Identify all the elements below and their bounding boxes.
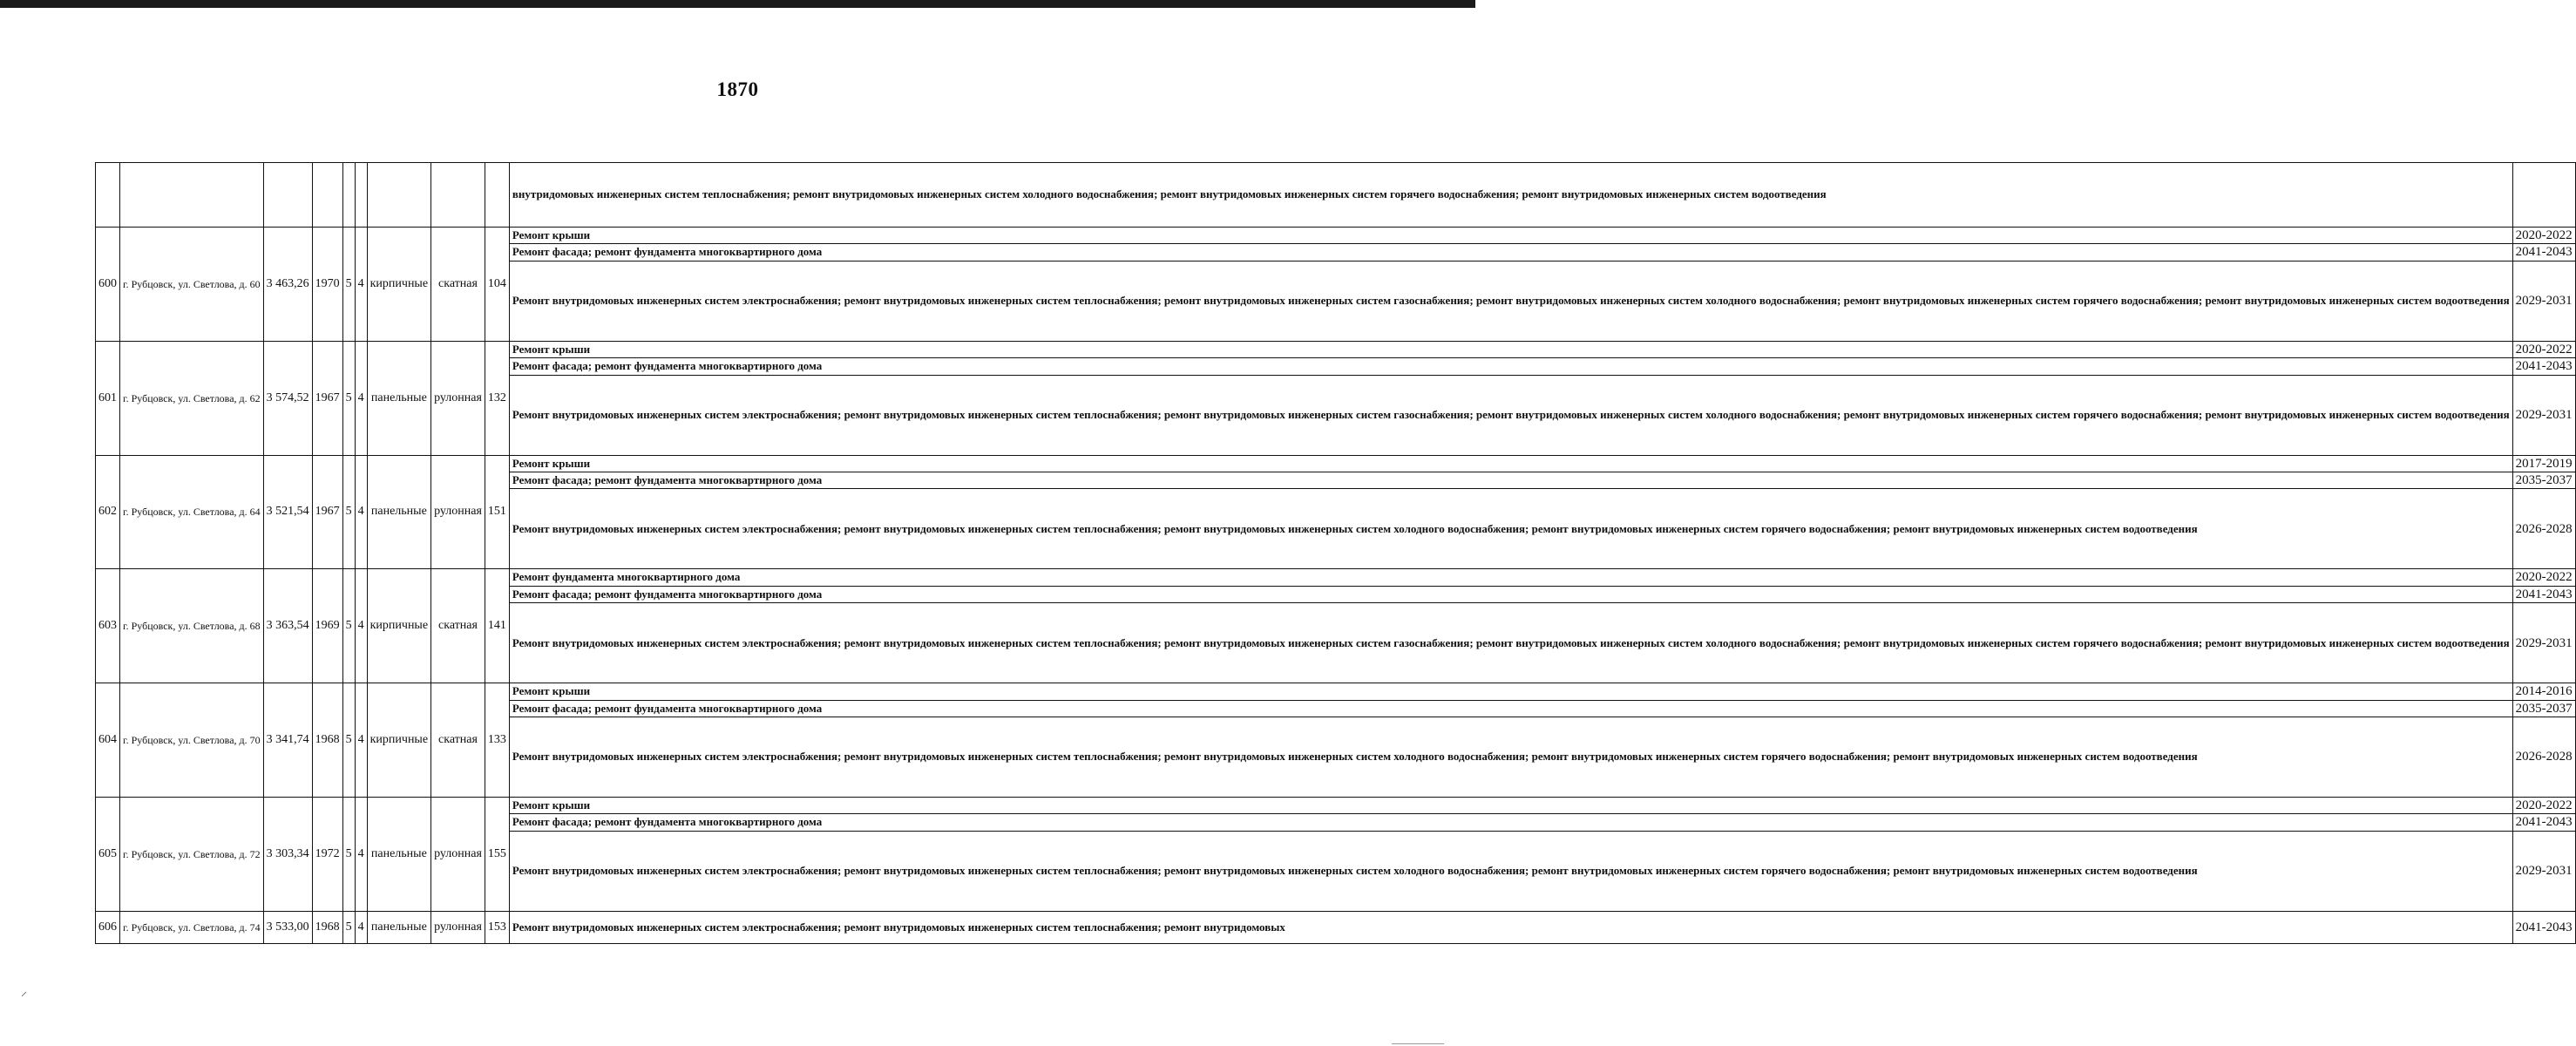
- repair-work-type: Ремонт фасада; ремонт фундамента многоквартирного дома: [509, 814, 2512, 831]
- repair-work-type: Ремонт крыши: [509, 341, 2512, 357]
- repair-work-type: Ремонт крыши: [509, 455, 2512, 472]
- row-floors: 5: [342, 341, 355, 455]
- row-wall-material: панельные: [367, 455, 430, 569]
- row-entrances: 4: [355, 683, 367, 798]
- repair-work-type: Ремонт внутридомовых инженерных систем электроснабжения; ремонт внутридомовых инженерных систем теплоснабжения; ремонт внутридомовых инженерных систем газоснабжения; ремонт внутридомовых инженерных систем холодного водоснабжения; ремонт внутридомовых инженерных систем горячего водоснабжения; ремонт внутридомовых инженерных систем водоотведения: [509, 261, 2512, 341]
- row-area: 3 463,26: [263, 228, 312, 342]
- repair-work-type: Ремонт внутридомовых инженерных систем электроснабжения; ремонт внутридомовых инженерных систем теплоснабжения; ремонт внутридомовых инженерных систем газоснабжения; ремонт внутридомовых инженерных систем холодного водоснабжения; ремонт внутридомовых инженерных систем горячего водоснабжения; ремонт внутридомовых инженерных систем водоотведения: [509, 603, 2512, 683]
- repair-work-type: Ремонт фасада; ремонт фундамента многоквартирного дома: [509, 700, 2512, 717]
- continuation-cell-roof: [431, 163, 485, 228]
- repair-period: 2029-2031: [2512, 261, 2575, 341]
- continuation-period: [2512, 163, 2575, 228]
- scan-stray-mark: ⸝: [21, 986, 27, 999]
- row-wall-material: кирпичные: [367, 683, 430, 798]
- continuation-cell-walls: [367, 163, 430, 228]
- row-area: 3 533,00: [263, 911, 312, 943]
- repair-period: 2014-2016: [2512, 683, 2575, 700]
- row-floors: 5: [342, 228, 355, 342]
- row-number: 603: [96, 569, 120, 683]
- row-address: г. Рубцовск, ул. Светлова, д. 60: [120, 228, 264, 342]
- row-year: 1968: [312, 911, 342, 943]
- table-row: [96, 911, 2576, 943]
- row-apartments: 104: [485, 228, 509, 342]
- scan-top-edge: [0, 0, 1475, 8]
- row-floors: 5: [342, 455, 355, 569]
- row-entrances: 4: [355, 911, 367, 943]
- row-number: 604: [96, 683, 120, 798]
- table-row: [96, 228, 2576, 244]
- row-address: г. Рубцовск, ул. Светлова, д. 72: [120, 798, 264, 912]
- row-area: 3 363,54: [263, 569, 312, 683]
- row-roof-type: рулонная: [431, 798, 485, 912]
- repair-period: 2020-2022: [2512, 569, 2575, 586]
- row-entrances: 4: [355, 455, 367, 569]
- continuation-cell-num: [96, 163, 120, 228]
- row-roof-type: скатная: [431, 228, 485, 342]
- row-floors: 5: [342, 911, 355, 943]
- repair-period: 2026-2028: [2512, 717, 2575, 798]
- row-year: 1969: [312, 569, 342, 683]
- row-apartments: 153: [485, 911, 509, 943]
- row-year: 1970: [312, 228, 342, 342]
- row-entrances: 4: [355, 228, 367, 342]
- table-row: [96, 683, 2576, 700]
- repair-period: 2020-2022: [2512, 341, 2575, 357]
- repair-period: 2017-2019: [2512, 455, 2575, 472]
- repair-work-type: Ремонт внутридомовых инженерных систем электроснабжения; ремонт внутридомовых инженерных систем теплоснабжения; ремонт внутридомовых инженерных систем газоснабжения; ремонт внутридомовых инженерных систем холодного водоснабжения; ремонт внутридомовых инженерных систем горячего водоснабжения; ремонт внутридомовых инженерных систем водоотведения: [509, 375, 2512, 455]
- row-wall-material: панельные: [367, 911, 430, 943]
- row-roof-type: рулонная: [431, 455, 485, 569]
- row-floors: 5: [342, 683, 355, 798]
- row-area: 3 303,34: [263, 798, 312, 912]
- row-address: г. Рубцовск, ул. Светлова, д. 62: [120, 341, 264, 455]
- repair-work-type: Ремонт фасада; ремонт фундамента многоквартирного дома: [509, 244, 2512, 261]
- repair-period: 2029-2031: [2512, 603, 2575, 683]
- housing-repair-table: [95, 162, 2576, 944]
- table-body: [96, 163, 2576, 944]
- repair-period: 2041-2043: [2512, 244, 2575, 261]
- row-number: 601: [96, 341, 120, 455]
- row-year: 1967: [312, 455, 342, 569]
- row-wall-material: кирпичные: [367, 228, 430, 342]
- repair-work-type: Ремонт внутридомовых инженерных систем электроснабжения; ремонт внутридомовых инженерных систем теплоснабжения; ремонт внутридомовых: [509, 911, 2512, 943]
- row-address: г. Рубцовск, ул. Светлова, д. 64: [120, 455, 264, 569]
- row-number: 600: [96, 228, 120, 342]
- repair-work-type: Ремонт фасада; ремонт фундамента многоквартирного дома: [509, 472, 2512, 489]
- row-roof-type: рулонная: [431, 341, 485, 455]
- repair-work-type: Ремонт внутридомовых инженерных систем электроснабжения; ремонт внутридомовых инженерных систем теплоснабжения; ремонт внутридомовых инженерных систем холодного водоснабжения; ремонт внутридомовых инженерных систем горячего водоснабжения; ремонт внутридомовых инженерных систем водоотведения: [509, 717, 2512, 798]
- table-row: [96, 569, 2576, 586]
- repair-period: 2029-2031: [2512, 831, 2575, 911]
- repair-period: 2026-2028: [2512, 489, 2575, 569]
- row-year: 1972: [312, 798, 342, 912]
- repair-work-type: Ремонт крыши: [509, 798, 2512, 814]
- repair-work-type: Ремонт внутридомовых инженерных систем электроснабжения; ремонт внутридомовых инженерных систем теплоснабжения; ремонт внутридомовых инженерных систем холодного водоснабжения; ремонт внутридомовых инженерных систем горячего водоснабжения; ремонт внутридомовых инженерных систем водоотведения: [509, 489, 2512, 569]
- page-number: 1870: [716, 78, 759, 100]
- row-floors: 5: [342, 798, 355, 912]
- repair-work-type: Ремонт фасада; ремонт фундамента многоквартирного дома: [509, 358, 2512, 375]
- continuation-cell-address: [120, 163, 264, 228]
- repair-work-type: Ремонт крыши: [509, 683, 2512, 700]
- scan-bottom-line: [1392, 1043, 1444, 1044]
- row-roof-type: рулонная: [431, 911, 485, 943]
- repair-work-type: Ремонт крыши: [509, 228, 2512, 244]
- table-row: [96, 455, 2576, 472]
- repair-period: 2041-2043: [2512, 814, 2575, 831]
- row-year: 1967: [312, 341, 342, 455]
- row-entrances: 4: [355, 341, 367, 455]
- continuation-cell-apartments: [485, 163, 509, 228]
- row-area: 3 574,52: [263, 341, 312, 455]
- continuation-work: внутридомовых инженерных систем теплоснабжения; ремонт внутридомовых инженерных систем холодного водоснабжения; ремонт внутридомовых инженерных систем горячего водоснабжения; ремонт внутридомовых инженерных систем водоотведения: [509, 163, 2512, 228]
- repair-period: 2020-2022: [2512, 228, 2575, 244]
- repair-period: 2035-2037: [2512, 472, 2575, 489]
- table-row: [96, 341, 2576, 357]
- row-address: г. Рубцовск, ул. Светлова, д. 68: [120, 569, 264, 683]
- repair-work-type: Ремонт фундамента многоквартирного дома: [509, 569, 2512, 586]
- row-entrances: 4: [355, 569, 367, 683]
- row-area: 3 341,74: [263, 683, 312, 798]
- continuation-cell-entrances: [355, 163, 367, 228]
- row-area: 3 521,54: [263, 455, 312, 569]
- row-number: 605: [96, 798, 120, 912]
- repair-period: 2041-2043: [2512, 586, 2575, 602]
- continuation-cell-year: [312, 163, 342, 228]
- row-roof-type: скатная: [431, 569, 485, 683]
- continuation-cell-area: [263, 163, 312, 228]
- continuation-cell-floors: [342, 163, 355, 228]
- row-apartments: 155: [485, 798, 509, 912]
- row-floors: 5: [342, 569, 355, 683]
- row-wall-material: панельные: [367, 798, 430, 912]
- row-apartments: 141: [485, 569, 509, 683]
- repair-period: 2035-2037: [2512, 700, 2575, 717]
- row-year: 1968: [312, 683, 342, 798]
- row-wall-material: панельные: [367, 341, 430, 455]
- repair-period: 2041-2043: [2512, 911, 2575, 943]
- row-address: г. Рубцовск, ул. Светлова, д. 74: [120, 911, 264, 943]
- row-roof-type: скатная: [431, 683, 485, 798]
- row-number: 602: [96, 455, 120, 569]
- row-apartments: 132: [485, 341, 509, 455]
- repair-period: 2020-2022: [2512, 798, 2575, 814]
- table-row: [96, 798, 2576, 814]
- repair-work-type: Ремонт фасада; ремонт фундамента многоквартирного дома: [509, 586, 2512, 602]
- row-apartments: 151: [485, 455, 509, 569]
- continuation-row: [96, 163, 2576, 228]
- repair-work-type: Ремонт внутридомовых инженерных систем электроснабжения; ремонт внутридомовых инженерных систем теплоснабжения; ремонт внутридомовых инженерных систем холодного водоснабжения; ремонт внутридомовых инженерных систем горячего водоснабжения; ремонт внутридомовых инженерных систем водоотведения: [509, 831, 2512, 911]
- repair-period: 2041-2043: [2512, 358, 2575, 375]
- repair-period: 2029-2031: [2512, 375, 2575, 455]
- row-number: 606: [96, 911, 120, 943]
- row-entrances: 4: [355, 798, 367, 912]
- row-apartments: 133: [485, 683, 509, 798]
- row-address: г. Рубцовск, ул. Светлова, д. 70: [120, 683, 264, 798]
- row-wall-material: кирпичные: [367, 569, 430, 683]
